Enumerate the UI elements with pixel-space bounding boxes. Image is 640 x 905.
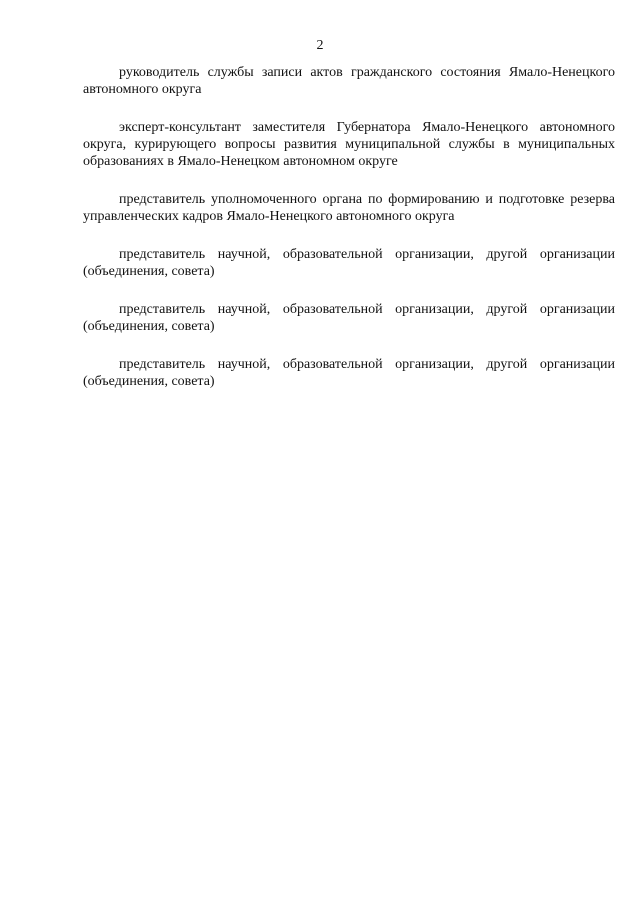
- paragraph-personnel-reserve-representative: представитель уполномоченного органа по формированию и подготовке резерва управленческих кадров Ямало-Ненецкого автономного округа: [83, 192, 615, 224]
- paragraph-scientific-org-representative-3: представитель научной, образовательной организации, другой организации (объединения, совета): [83, 357, 615, 389]
- paragraph-scientific-org-representative-2: представитель научной, образовательной организации, другой организации (объединения, совета): [83, 302, 615, 334]
- page-number: 2: [316, 38, 324, 53]
- document-body: [83, 64, 615, 390]
- paragraph-civil-registry-head: руководитель службы записи актов гражданского состояния Ямало-Ненецкого автономного округа: [83, 65, 615, 97]
- paragraph-expert-consultant: эксперт-консультант заместителя Губернатора Ямало-Ненецкого автономного округа, курирующего вопросы развития муниципальной службы в муниципальных образованиях в Ямало-Ненецком автономном округе: [83, 120, 615, 169]
- paragraph-scientific-org-representative-1: представитель научной, образовательной организации, другой организации (объединения, совета): [83, 247, 615, 279]
